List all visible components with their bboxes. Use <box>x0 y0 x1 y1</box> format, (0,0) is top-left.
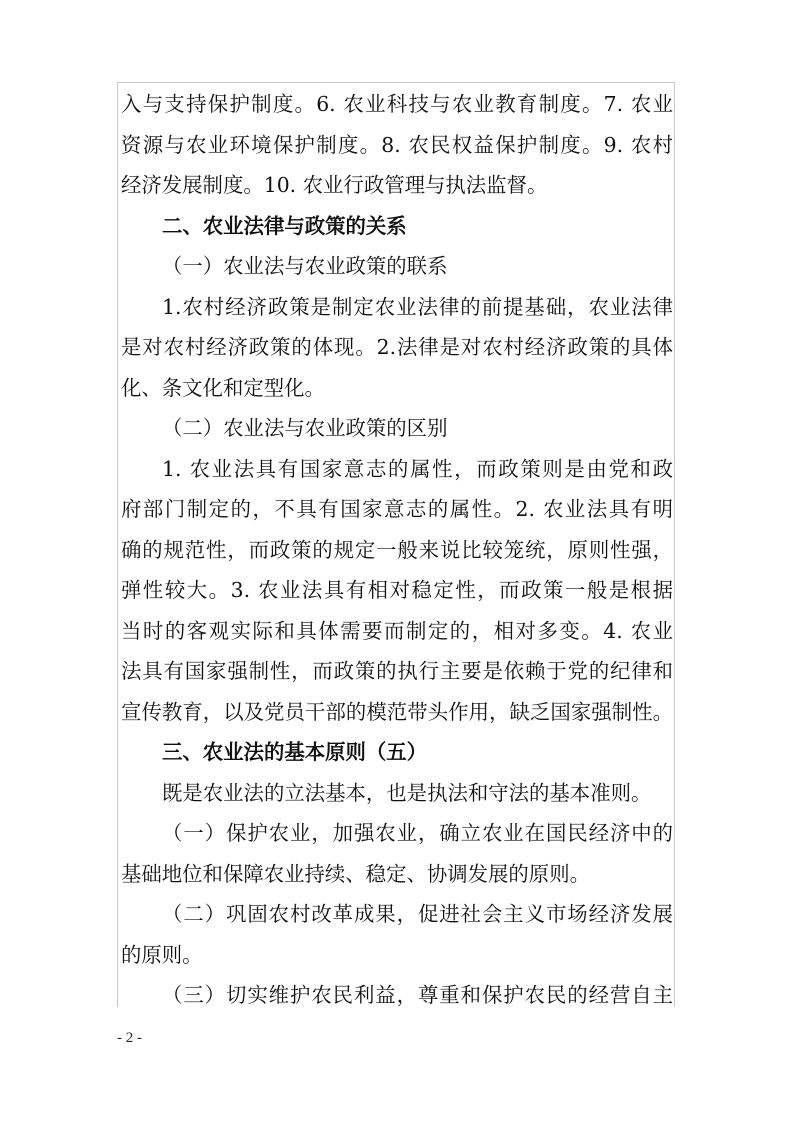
text-line: 宣传教育，以及党员干部的模范带头作用，缺乏国家强制性。 <box>121 699 673 724</box>
text-line: 基础地位和保障农业持续、稳定、协调发展的原则。 <box>121 861 590 886</box>
text-line: 是对农村经济政策的体现。2.法律是对农村经济政策的具体 <box>121 335 673 359</box>
text-line: 当时的客观实际和具体需要而制定的，相对多变。4. 农业 <box>121 618 673 643</box>
text-line: 1.农村经济政策是制定农业法律的前提基础，农业法律 <box>162 294 673 319</box>
section-heading: 二、农业法律与政策的关系 <box>162 213 407 238</box>
text-line: 确的规范性，而政策的规定一般来说比较笼统，原则性强， <box>121 537 673 562</box>
text-line: 弹性较大。3. 农业法具有相对稳定性，而政策一般是根据 <box>121 578 673 602</box>
text-line: 既是农业法的立法基本，也是执法和守法的基本准则。 <box>162 780 652 805</box>
section-heading: 三、农业法的基本原则（五） <box>162 740 428 764</box>
text-line: 1. 农业法具有国家意志的属性，而政策则是由党和政 <box>162 456 673 481</box>
text-line: 入与支持保护制度。6. 农业科技与农业教育制度。7. 农业 <box>121 92 673 116</box>
text-line: （二）巩固农村改革成果，促进社会主义市场经济发展 <box>162 902 673 926</box>
text-line: 化、条文化和定型化。 <box>121 375 325 400</box>
text-line: 法具有国家强制性，而政策的执行主要是依赖于党的纪律和 <box>121 659 673 683</box>
text-line: 的原则。 <box>121 942 203 967</box>
text-line: （一）保护农业，加强农业，确立农业在国民经济中的 <box>162 821 673 845</box>
subsection-heading: （一）农业法与农业政策的联系 <box>162 254 448 278</box>
subsection-heading: （二）农业法与农业政策的区别 <box>162 416 448 440</box>
page-number: - 2 - <box>117 1030 142 1046</box>
text-line: 府部门制定的，不具有国家意志的属性。2. 农业法具有明 <box>121 497 673 521</box>
text-line: 资源与农业环境保护制度。8. 农民权益保护制度。9. 农村 <box>121 132 673 157</box>
text-line: （三）切实维护农民利益，尊重和保护农民的经营自主 <box>162 983 673 1007</box>
document-body <box>121 84 673 1016</box>
text-line: 经济发展制度。10. 农业行政管理与执法监督。 <box>121 173 548 197</box>
